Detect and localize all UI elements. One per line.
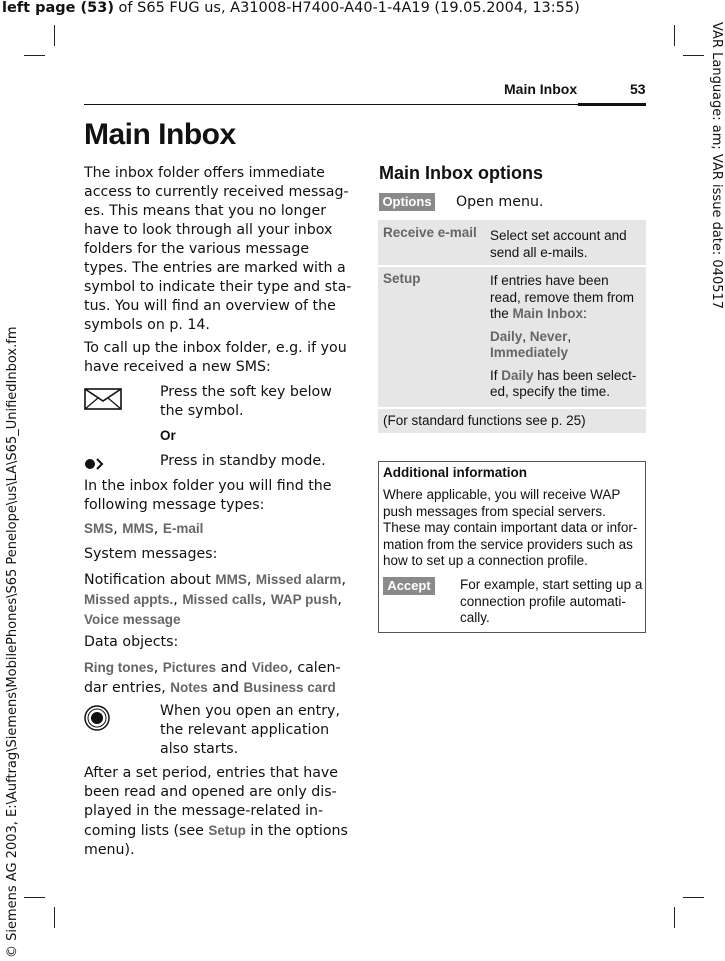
var-language-note: VAR Language: am; VAR issue date: 040517 xyxy=(709,22,724,310)
intro-paragraph: The inbox folder offers immediate access to currently received messag- es. This means that you no longer have to look through all your inbox folders for the various message types. The entries are marked with a symbol to indicate their type and sta- tus. You will find an overview of the symbols on p. 14. xyxy=(84,165,352,333)
page-number: 53 xyxy=(630,81,646,97)
accept-description: For example, start setting up a connection profile automati- cally. xyxy=(460,577,643,625)
types-paragraph: In the inbox folder you will find the following message types: xyxy=(84,478,332,513)
call-up-paragraph: To call up the inbox folder, e.g. if you have received a new SMS: xyxy=(84,340,347,375)
after-period-paragraph: After a set period, entries that have been read and opened are only dis- played in the message-related in- coming lists (see Setup in the options menu). xyxy=(84,765,348,858)
envelope-icon xyxy=(84,388,122,414)
data-objects-label: Data objects: xyxy=(84,634,179,650)
step-open-entry: When you open an entry, the relevant application also starts. xyxy=(160,703,340,757)
running-title: Main Inbox xyxy=(504,81,578,97)
row-key: Receive e-mail xyxy=(383,225,477,240)
notification-paragraph: Notification about MMS, Missed alarm, Missed appts., Missed calls, WAP push, Voice message xyxy=(84,572,346,627)
row-value: If entries have been read, remove them from the Main Inbox: Daily, Never, Immediately If Daily has been select- ed, specify the time. xyxy=(490,273,637,399)
additional-info-title: Additional information xyxy=(383,465,527,480)
step-standby: Press in standby mode. xyxy=(160,453,326,469)
table-row-setup xyxy=(378,267,646,407)
control-key-icon xyxy=(84,705,110,735)
navigation-key-icon xyxy=(84,455,106,474)
options-softkey[interactable]: Options xyxy=(379,193,435,211)
options-description: Open menu. xyxy=(456,194,544,210)
header-rule-thick xyxy=(578,103,646,106)
or-label: Or xyxy=(160,428,176,443)
data-objects-paragraph: Ring tones, Pictures and Video, calen- dar entries, Notes and Business card xyxy=(84,660,341,696)
additional-info-body: Where applicable, you will receive WAP push messages from special servers. These may contain important data or infor- mation from the service providers such as how to set up a connection profile. xyxy=(383,487,638,568)
standard-functions-note: (For standard functions see p. 25) xyxy=(383,413,586,428)
row-key: Setup xyxy=(383,271,421,286)
header-rule xyxy=(84,104,578,105)
document-header: left page (53) of S65 FUG us, A31008-H7400-A40-1-4A19 (19.05.2004, 13:55) xyxy=(2,0,580,16)
accept-softkey[interactable]: Accept xyxy=(383,577,435,595)
options-heading: Main Inbox options xyxy=(379,163,543,183)
table-row-receive-email xyxy=(378,220,646,265)
message-types: SMS, MMS, E-mail xyxy=(84,521,204,537)
system-messages-label: System messages: xyxy=(84,546,218,562)
page-title: Main Inbox xyxy=(84,118,236,151)
additional-info-box xyxy=(378,461,646,633)
row-value: Select set account and send all e-mails. xyxy=(490,228,627,260)
table-footer-row xyxy=(378,409,646,433)
step-softkey: Press the soft key below the symbol. xyxy=(160,384,332,419)
copyright-path: © Siemens AG 2003, E:\Auftrag\Siemens\MobilePhones\S65 Penelope\us\LA\S65_UnifiedInbox.fm xyxy=(5,326,20,958)
